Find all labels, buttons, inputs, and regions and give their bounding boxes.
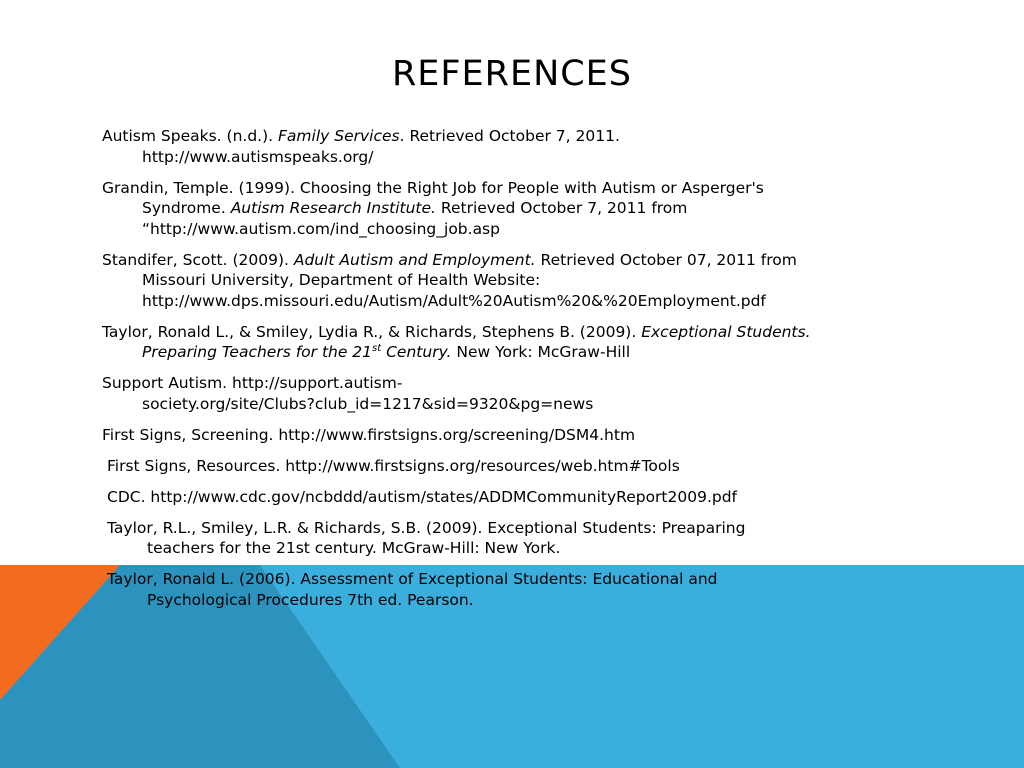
reference-item: Grandin, Temple. (1999). Choosing the Right Job for People with Autism or Asperger's Syndrome. Autism Research Institute. Retrieved October 7, 2011 from “http://www.autism.com/ind_choosing_job.asp (102, 178, 764, 238)
reference-item: Taylor, Ronald L., & Smiley, Lydia R., & Richards, Stephens B. (2009). Exceptional Students. Preparing Teachers for the 21st Century. New York: McGraw-Hill (102, 322, 811, 361)
reference-item: CDC. http://www.cdc.gov/ncbddd/autism/states/ADDMCommunityReport2009.pdf (107, 487, 738, 506)
reference-list (102, 126, 982, 621)
reference-item: Autism Speaks. (n.d.). Family Services. Retrieved October 7, 2011. http://www.autismspeaks.org/ (102, 127, 620, 166)
slide-title: REFERENCES (391, 54, 633, 94)
reference-item: Taylor, R.L., Smiley, L.R. & Richards, S.B. (2009). Exceptional Students: Preaparing teachers for the 21st century. McGraw-Hill: New York. (107, 518, 746, 557)
reference-item: Standifer, Scott. (2009). Adult Autism and Employment. Retrieved October 07, 2011 from Missouri University, Department of Health Website: http://www.dps.missouri.edu/Autism/Adult%20Autism%20&%20Employment.pdf (102, 250, 797, 310)
reference-item: Support Autism. http://support.autism- society.org/site/Clubs?club_id=1217&sid=9320&pg=news (102, 374, 594, 413)
reference-item: Taylor, Ronald L. (2006). Assessment of Exceptional Students: Educational and Psychological Procedures 7th ed. Pearson. (107, 570, 718, 609)
reference-item: First Signs, Resources. http://www.firstsigns.org/resources/web.htm#Tools (107, 456, 680, 475)
reference-item: First Signs, Screening. http://www.firstsigns.org/screening/DSM4.htm (102, 425, 636, 444)
